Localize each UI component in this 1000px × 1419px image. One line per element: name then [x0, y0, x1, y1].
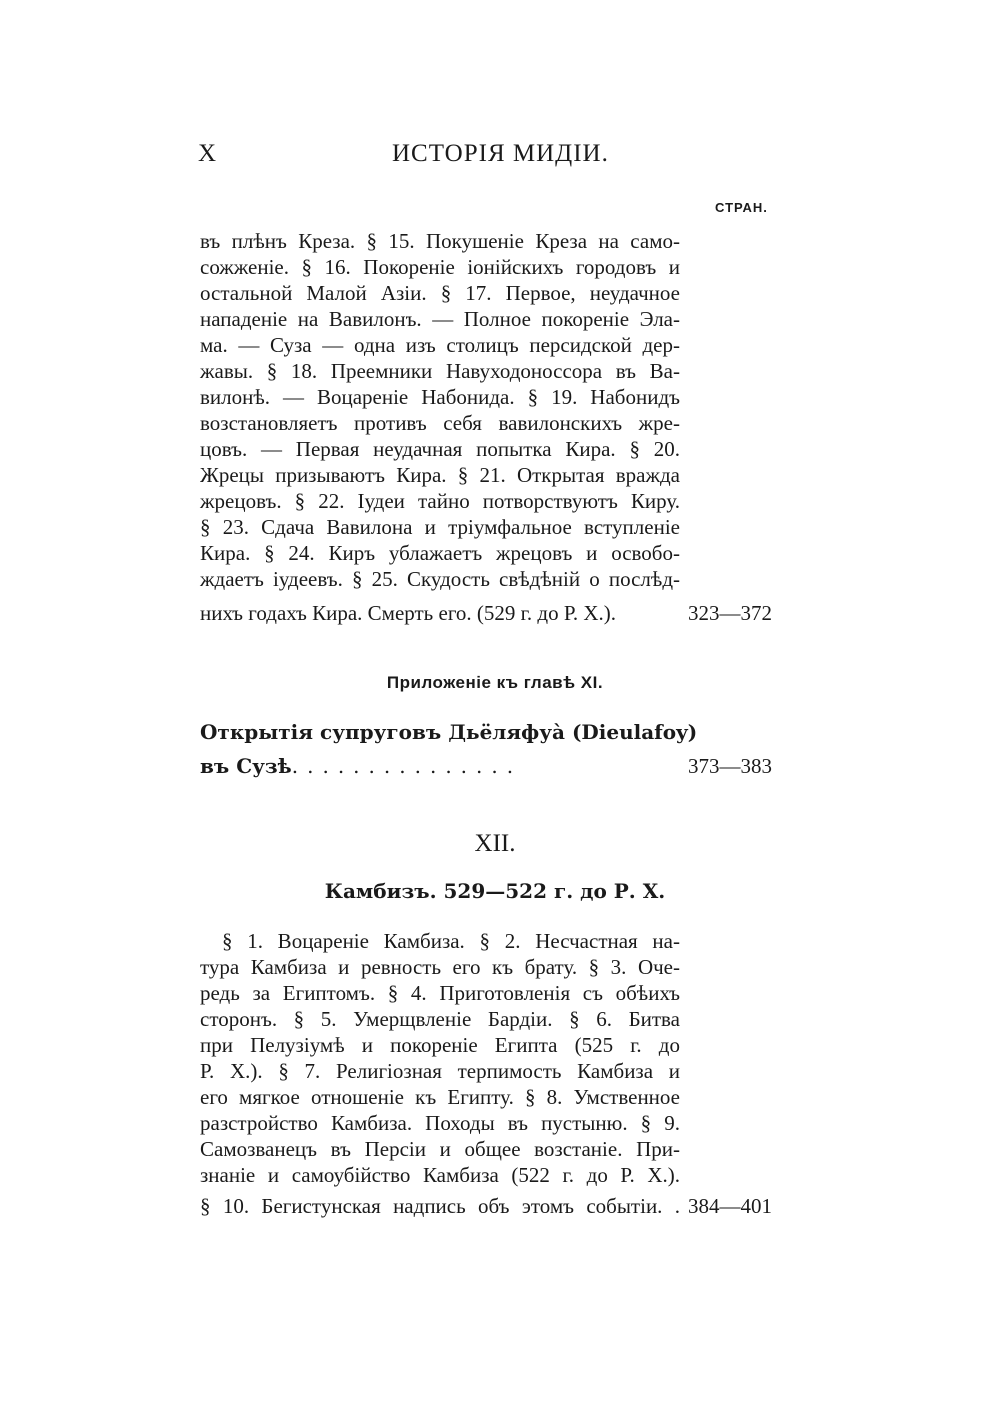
text-line: Самозванецъ въ Персіи и общее возстаніе. При-	[200, 1137, 680, 1161]
text-line: разстройство Камбиза. Походы въ пустыню. § 9.	[200, 1111, 680, 1135]
text-line: § 10. Бегистунская надпись объ этомъ событіи. .	[200, 1194, 680, 1218]
pages-column-label: СТРАН.	[715, 200, 768, 215]
text-line: вилонѣ. — Воцареніе Набонида. § 19. Набонидъ	[200, 385, 680, 409]
text-line: знаніе и самоубійство Камбиза (522 г. до Р. Х.).	[200, 1163, 680, 1187]
text-line: сторонъ. § 5. Умерщвленіе Бардіи. § 6. Битва	[200, 1007, 680, 1031]
text-line: цовъ. — Первая неудачная попытка Кира. § 20.	[200, 437, 680, 461]
text-line: ма. — Суза — одна изъ столицъ персидской дер-	[200, 333, 680, 357]
text-line: въ плѣнъ Креза. § 15. Покушеніе Креза на само-	[200, 229, 680, 253]
text-line: при Пелузіумѣ и покореніе Египта (525 г. до	[200, 1033, 680, 1057]
text-line: сожженіе. § 16. Покореніе іонійскихъ городовъ и	[200, 255, 680, 279]
text-line: остальной Малой Азіи. § 17. Первое, неудачное	[200, 281, 680, 305]
text-line: § 1. Воцареніе Камбиза. § 2. Несчастная на-	[222, 929, 680, 953]
text-line: возстановляетъ противъ себя вавилонскихъ жре-	[200, 411, 680, 435]
appendix-title-line	[200, 753, 680, 779]
chapter-number: XII.	[474, 830, 516, 857]
text-line: редь за Египтомъ. § 4. Приготовленія съ обѣихъ	[200, 981, 680, 1005]
text-line: нихъ годахъ Кира. Смерть его. (529 г. до Р. Х.).	[200, 601, 617, 625]
text-line: нападеніе на Вавилонъ. — Полное покореніе Эла-	[200, 307, 680, 331]
text-line: § 23. Сдача Вавилона и тріумфальное вступленіе	[200, 515, 680, 539]
text-line: Р. Х.). § 7. Религіозная терпимость Камбиза и	[200, 1059, 680, 1083]
appendix-title-end: въ Сузѣ	[200, 754, 292, 778]
dot-leader: ...............	[291, 754, 523, 778]
text-line: жрецовъ. § 22. Іудеи тайно потворствуютъ Киру.	[200, 489, 680, 513]
text-line: его мягкое отношеніе къ Египту. § 8. Умственное	[200, 1085, 680, 1109]
page-range: 323—372	[688, 601, 772, 625]
chapter-title: Камбизъ. 529—522 г. до Р. Х.	[324, 879, 666, 903]
running-head: ИСТОРІЯ МИДІИ.	[392, 140, 609, 167]
page-number: X	[198, 140, 217, 167]
appendix-heading: Приложеніе къ главѣ XI.	[386, 673, 604, 692]
text-line: Кира. § 24. Киръ ублажаетъ жрецовъ и освобо-	[200, 541, 680, 565]
text-line: жавы. § 18. Преемники Навуходоноссора въ Ва-	[200, 359, 680, 383]
appendix-title-line: Открытія супруговъ Дьёляфуà (Dieulafoy)	[200, 720, 698, 744]
page-range: 373—383	[688, 754, 772, 778]
text-line: Жрецы призываютъ Кира. § 21. Открытая вражда	[200, 463, 680, 487]
page-range: 384—401	[688, 1194, 772, 1218]
text-line: ждаетъ іудеевъ. § 25. Скудость свѣдѣній о послѣд-	[200, 567, 680, 591]
text-line: тура Камбиза и ревность его къ брату. § 3. Оче-	[200, 955, 680, 979]
